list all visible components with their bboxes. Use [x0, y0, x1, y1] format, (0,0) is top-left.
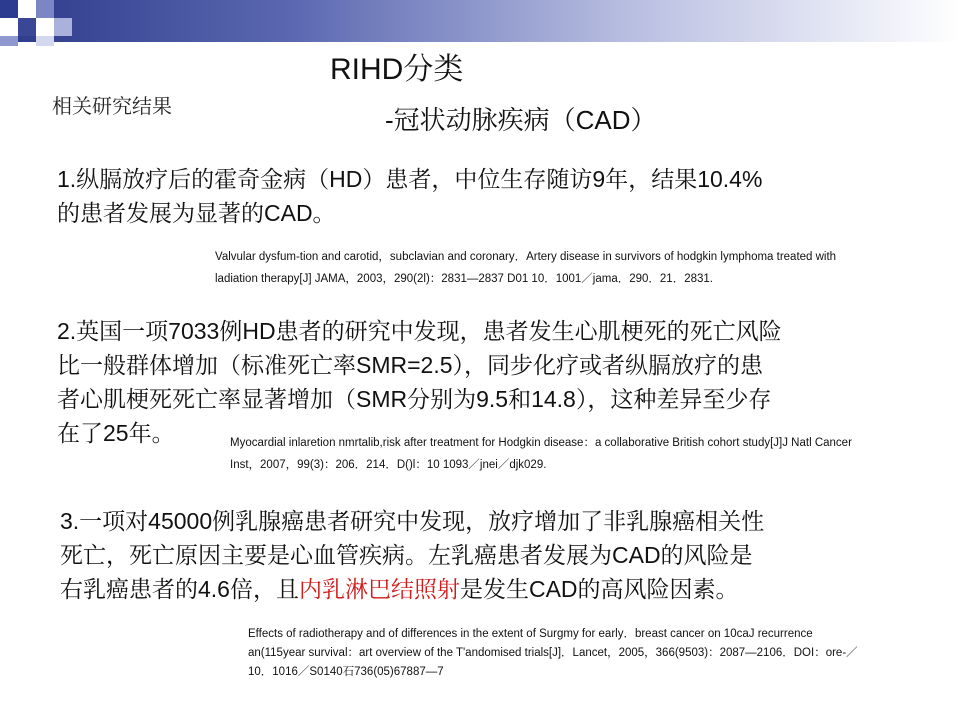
reference-1-line: ladiation therapy[J] JAMA，2003，290(2l)：2831—2837 D01 10．1001／jama．290．21．2831. [215, 273, 713, 285]
finding-3-line3-suffix: 是发生CAD的高风险因素。 [459, 576, 739, 602]
slide-title: RIHD分类 [330, 53, 464, 86]
reference-2 [230, 432, 950, 476]
header-decoration-square [36, 36, 54, 46]
finding-3-highlight: 内乳淋巴结照射 [298, 576, 460, 602]
finding-3-line [60, 572, 900, 606]
finding-3 [60, 504, 900, 606]
reference-3-line: an(115year survival：art overview of the T'andomised trials[J]．Lancet，2005，366(9503)：2087—2106．DOI：ore-／ [248, 647, 858, 659]
finding-2 [57, 314, 917, 450]
reference-1 [215, 246, 945, 290]
finding-3-line3-prefix: 右乳癌患者的4.6倍，且 [60, 576, 299, 602]
header-decoration-square [18, 18, 36, 36]
header-decoration-square [36, 18, 54, 36]
finding-2-line: 者心肌梗死死亡率显著增加（SMR分别为9.5和14.8），这种差异至少存 [57, 386, 772, 412]
header-decoration-square [36, 0, 54, 18]
finding-1 [57, 162, 897, 230]
finding-2-line: 比一般群体增加（标准死亡率SMR=2.5），同步化疗或者纵膈放疗的患 [57, 352, 764, 378]
header-decoration-square [18, 0, 36, 18]
section-label: 相关研究结果 [52, 96, 172, 118]
finding-2-line: 在了25年。 [57, 420, 175, 446]
reference-3-line: 10．1016／S0140石736(05)67887—7 [248, 666, 444, 678]
reference-2-line: Myocardial inlaretion nmrtalib,risk after treatment for Hodgkin disease：a collaborative British cohort study[J]J Natl Cancer [230, 437, 852, 449]
reference-1-line: Valvular dysfum-tion and carotid，subclavian and coronary．Artery disease in survivors of hodgkin lymphoma treated with [215, 251, 837, 263]
finding-1-line: 1.纵膈放疗后的霍奇金病（HD）患者，中位生存随访9年，结果10.4% [57, 166, 763, 192]
slide-subtitle: -冠状动脉疾病（CAD） [385, 105, 657, 135]
header-decoration-band [0, 0, 960, 42]
reference-3-line: Effects of radiotherapy and of differences in the extent of Surgmy for early．breast cancer on 10caJ recurrence [248, 628, 813, 640]
finding-1-line: 的患者发展为显著的CAD。 [57, 200, 336, 226]
finding-3-line: 3.一项对45000例乳腺癌患者研究中发现，放疗增加了非乳腺癌相关性 [60, 508, 765, 534]
header-decoration-square [0, 18, 18, 36]
header-decoration-square [54, 18, 72, 36]
header-decoration-square [0, 36, 18, 46]
reference-2-line: Inst，2007，99(3)：206．214．D()l：10 1093／jnei／djk029. [230, 459, 547, 471]
reference-3 [248, 625, 958, 682]
finding-3-line: 死亡，死亡原因主要是心血管疾病。左乳癌患者发展为CAD的风险是 [60, 542, 753, 568]
finding-2-line: 2.英国一项7033例HD患者的研究中发现，患者发生心肌梗死的死亡风险 [57, 318, 782, 344]
header-decoration-square [0, 0, 18, 18]
